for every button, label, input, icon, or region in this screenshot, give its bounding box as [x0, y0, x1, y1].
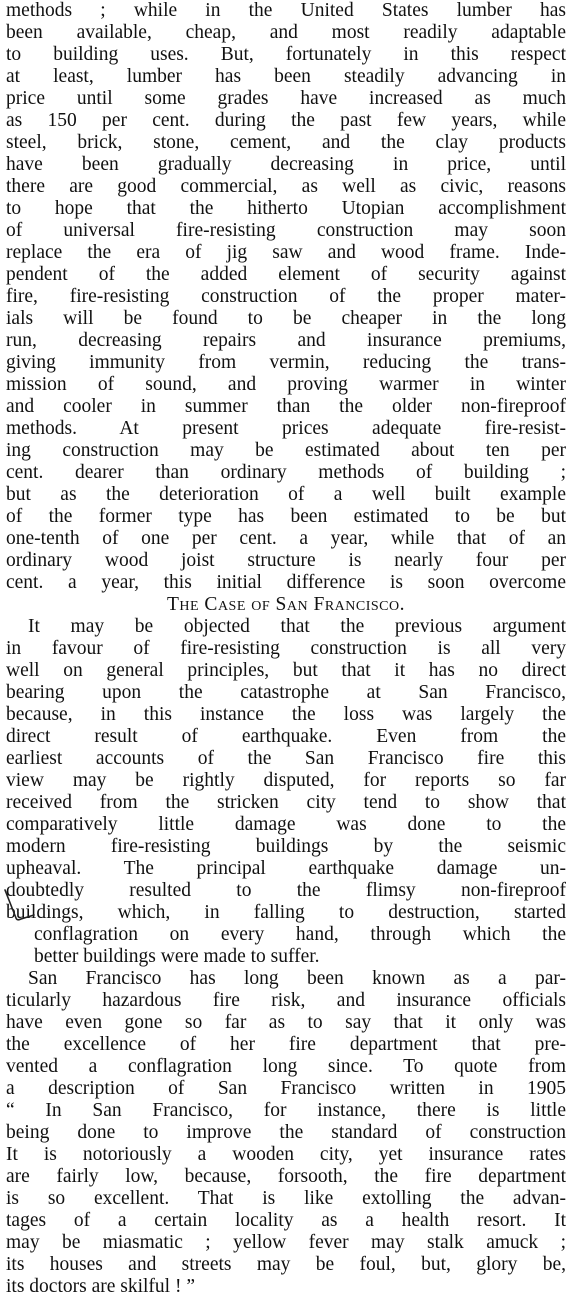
text-line: received from the stricken city tend to show that: [6, 792, 566, 813]
text-line: of universal fire-resisting construction may soon: [6, 220, 566, 241]
text-line: upheaval. The principal earthquake damage un-: [6, 858, 566, 879]
text-line: modern fire-resisting buildings by the seismic: [6, 836, 566, 857]
text-line: ing construction may be estimated about ten per: [6, 440, 566, 461]
text-line: is so excellent. That is like extolling the advan-: [6, 1188, 566, 1209]
text-line: being done to improve the standard of construction: [6, 1122, 566, 1143]
handwritten-margin-mark: [2, 888, 36, 924]
text-line: replace the era of jig saw and wood frame. Inde-: [6, 242, 566, 263]
text-line: direct result of earthquake. Even from the: [6, 726, 566, 747]
text-line: of the former type has been estimated to be but: [6, 506, 566, 527]
text-line: fire, fire-resisting construction of the proper mater-: [6, 286, 566, 307]
text-line: there are good commercial, as well as civic, reasons: [6, 176, 566, 197]
text-line: been available, cheap, and most readily adaptable: [6, 22, 566, 43]
text-line: giving immunity from vermin, reducing the trans-: [6, 352, 566, 373]
text-line: cent. a year, this initial difference is soon overcome: [6, 572, 566, 593]
text-line: It is notoriously a wooden city, yet insurance rates: [6, 1144, 566, 1165]
text-line: its doctors are skilful ! ”: [6, 1276, 195, 1297]
text-line: comparatively little damage was done to the: [6, 814, 566, 835]
text-line: pendent of the added element of security against: [6, 264, 566, 285]
text-line: doubtedly resulted to the flimsy non-fireproof: [6, 880, 566, 901]
text-line: price until some grades have increased as much: [6, 88, 566, 109]
text-line: well on general principles, but that it has no direct: [6, 660, 566, 681]
text-line: to building uses. But, fortunately in this respect: [6, 44, 566, 65]
text-line: vented a conflagration long since. To quote from: [6, 1056, 566, 1077]
text-line: tages of a certain locality as a health resort. It: [6, 1210, 566, 1231]
text-line: may be miasmatic ; yellow fever may stalk amuck ;: [6, 1232, 566, 1253]
text-line: at least, lumber has been steadily advancing in: [6, 66, 566, 87]
text-line: in favour of fire-resisting construction is all very: [6, 638, 566, 659]
section-heading: The Case of San Francisco.: [166, 594, 405, 615]
text-line: have even gone so far as to say that it only was: [6, 1012, 566, 1033]
text-line: one-tenth of one per cent. a year, while that of an: [6, 528, 566, 549]
text-line: “ In San Francisco, for instance, there is little: [6, 1100, 566, 1121]
text-line: as 150 per cent. during the past few years, while: [6, 110, 566, 131]
text-line: San Francisco has long been known as a par-: [28, 968, 566, 989]
text-line: methods ; while in the United States lumber has: [6, 0, 566, 21]
text-line: ticularly hazardous fire risk, and insurance officials: [6, 990, 566, 1011]
text-line: cent. dearer than ordinary methods of building ;: [6, 462, 566, 483]
text-line: and cooler in summer than the older non-fireproof: [6, 396, 566, 417]
text-line: but as the deterioration of a well built example: [6, 484, 566, 505]
text-line: ials will be found to be cheaper in the long: [6, 308, 566, 329]
text-line: earliest accounts of the San Francisco fire this: [6, 748, 566, 769]
text-line: run, decreasing repairs and insurance premiums,: [6, 330, 566, 351]
text-line: methods. At present prices adequate fire-resist-: [6, 418, 566, 439]
text-line: mission of sound, and proving warmer in winter: [6, 374, 566, 395]
text-line: better buildings were made to suffer.: [34, 946, 320, 967]
text-line: bearing upon the catastrophe at San Francisco,: [6, 682, 566, 703]
text-line: view may be rightly disputed, for reports so far: [6, 770, 566, 791]
text-line: It may be objected that the previous argument: [28, 616, 566, 637]
text-line: a description of San Francisco written in 1905: [6, 1078, 566, 1099]
text-line: the excellence of her fire department that pre-: [6, 1034, 566, 1055]
text-line: buildings, which, in falling to destruction, started: [6, 902, 566, 923]
text-line: are fairly low, because, forsooth, the fire department: [6, 1166, 566, 1187]
text-line: have been gradually decreasing in price, until: [6, 154, 566, 175]
text-line: conflagration on every hand, through which the: [34, 924, 566, 945]
text-line: because, in this instance the loss was largely the: [6, 704, 566, 725]
text-line: its houses and streets may be foul, but, glory be,: [6, 1254, 566, 1275]
text-line: to hope that the hitherto Utopian accomplishment: [6, 198, 566, 219]
text-line: ordinary wood joist structure is nearly four per: [6, 550, 566, 571]
text-line: steel, brick, stone, cement, and the clay products: [6, 132, 566, 153]
